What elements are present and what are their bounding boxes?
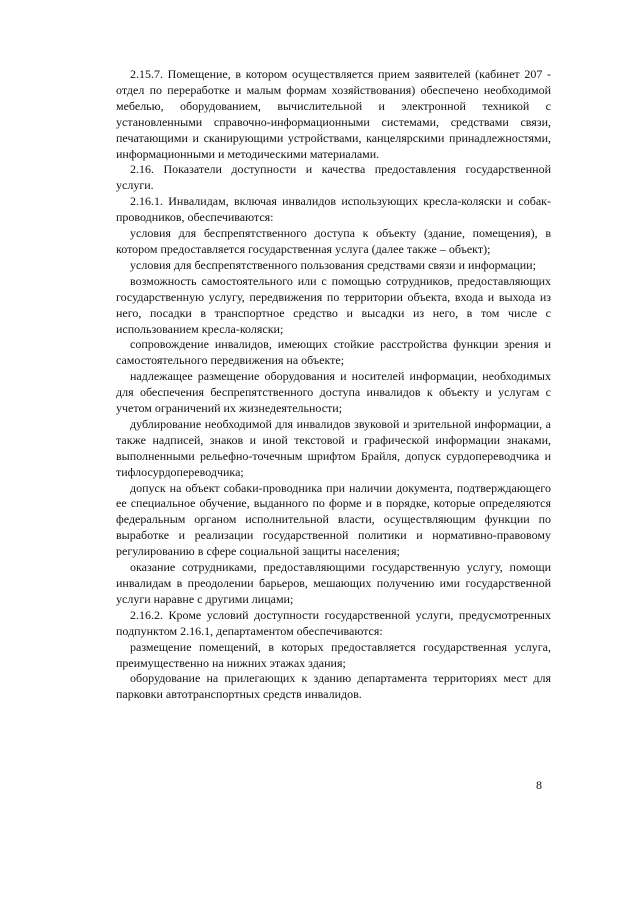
paragraph-guide-dog-admission: допуск на объект собаки-проводника при наличии документа, подтверждающего ее специальное обучение, выданного по форме и в порядке, которые определяются федеральным органом исполнительной власти, осуществляющим функции по выработке и реализации государственной политики и нормативно-правовому регулированию в сфере социальной защиты населения; [116,480,551,559]
paragraph-2-16-2: 2.16.2. Кроме условий доступности государственной услуги, предусмотренных подпунктом 2.16.1, департаментом обеспечиваются: [116,607,551,638]
page-body [116,67,551,703]
paragraph-staff-assistance: оказание сотрудниками, предоставляющими государственную услугу, помощи инвалидам в преодолении барьеров, мешающих получению ими государственной услуги наравне с другими лицами; [116,560,551,606]
paragraph-2-16-1: 2.16.1. Инвалидам, включая инвалидов использующих кресла-коляски и собак-проводников, обеспечиваются: [116,194,551,225]
paragraph-movement-possibility: возможность самостоятельного или с помощью сотрудников, предоставляющих государственную услугу, передвижения по территории объекта, входа и выхода из него, посадки в транспортное средство и высадки из него, в том числе с использованием кресла-коляски; [116,273,551,336]
paragraph-information-duplication: дублирование необходимой для инвалидов звуковой и зрительной информации, а также надписей, знаков и иной текстовой и графической информации знаками, выполненными рельефно-точечным шрифтом Брайля, допуск сурдопереводчика и тифлосурдопереводчика; [116,416,551,479]
paragraph-premises-placement: размещение помещений, в которых предоставляется государственная услуга, преимущественно на нижних этажах здания; [116,639,551,670]
paragraph-2-16-heading: 2.16. Показатели доступности и качества предоставления государственной услуги. [116,162,551,193]
page-number: 8 [536,778,542,792]
paragraph-communication-conditions: условия для беспрепятственного пользования средствами связи и информации; [130,257,536,272]
paragraph-equipment-placement: надлежащее размещение оборудования и носителей информации, необходимых для обеспечения беспрепятственного доступа инвалидов к объекту и услугам с учетом ограничений их жизнедеятельности; [116,369,551,416]
paragraph-access-conditions: условия для беспрепятственного доступа к объекту (здание, помещения), в котором предоставляется государственная услуга (далее также – объект); [116,226,551,256]
paragraph-escort: сопровождение инвалидов, имеющих стойкие расстройства функции зрения и самостоятельного передвижения на объекте; [116,337,551,368]
paragraph-2-15-7: 2.15.7. Помещение, в котором осуществляется прием заявителей (кабинет 207 - отдел по переработке и малым формам хозяйствования) обеспечено необходимой мебелью, оборудованием, вычислительной и электронной техникой с установленными справочно-информационными системами, средствами связи, печатающими и сканирующими устройствами, канцелярскими принадлежностями, информационными и методическими материалами. [116,67,551,161]
paragraph-parking-equipment: оборудование на прилегающих к зданию департамента территориях мест для парковки автотранспортных средств инвалидов. [116,671,551,702]
